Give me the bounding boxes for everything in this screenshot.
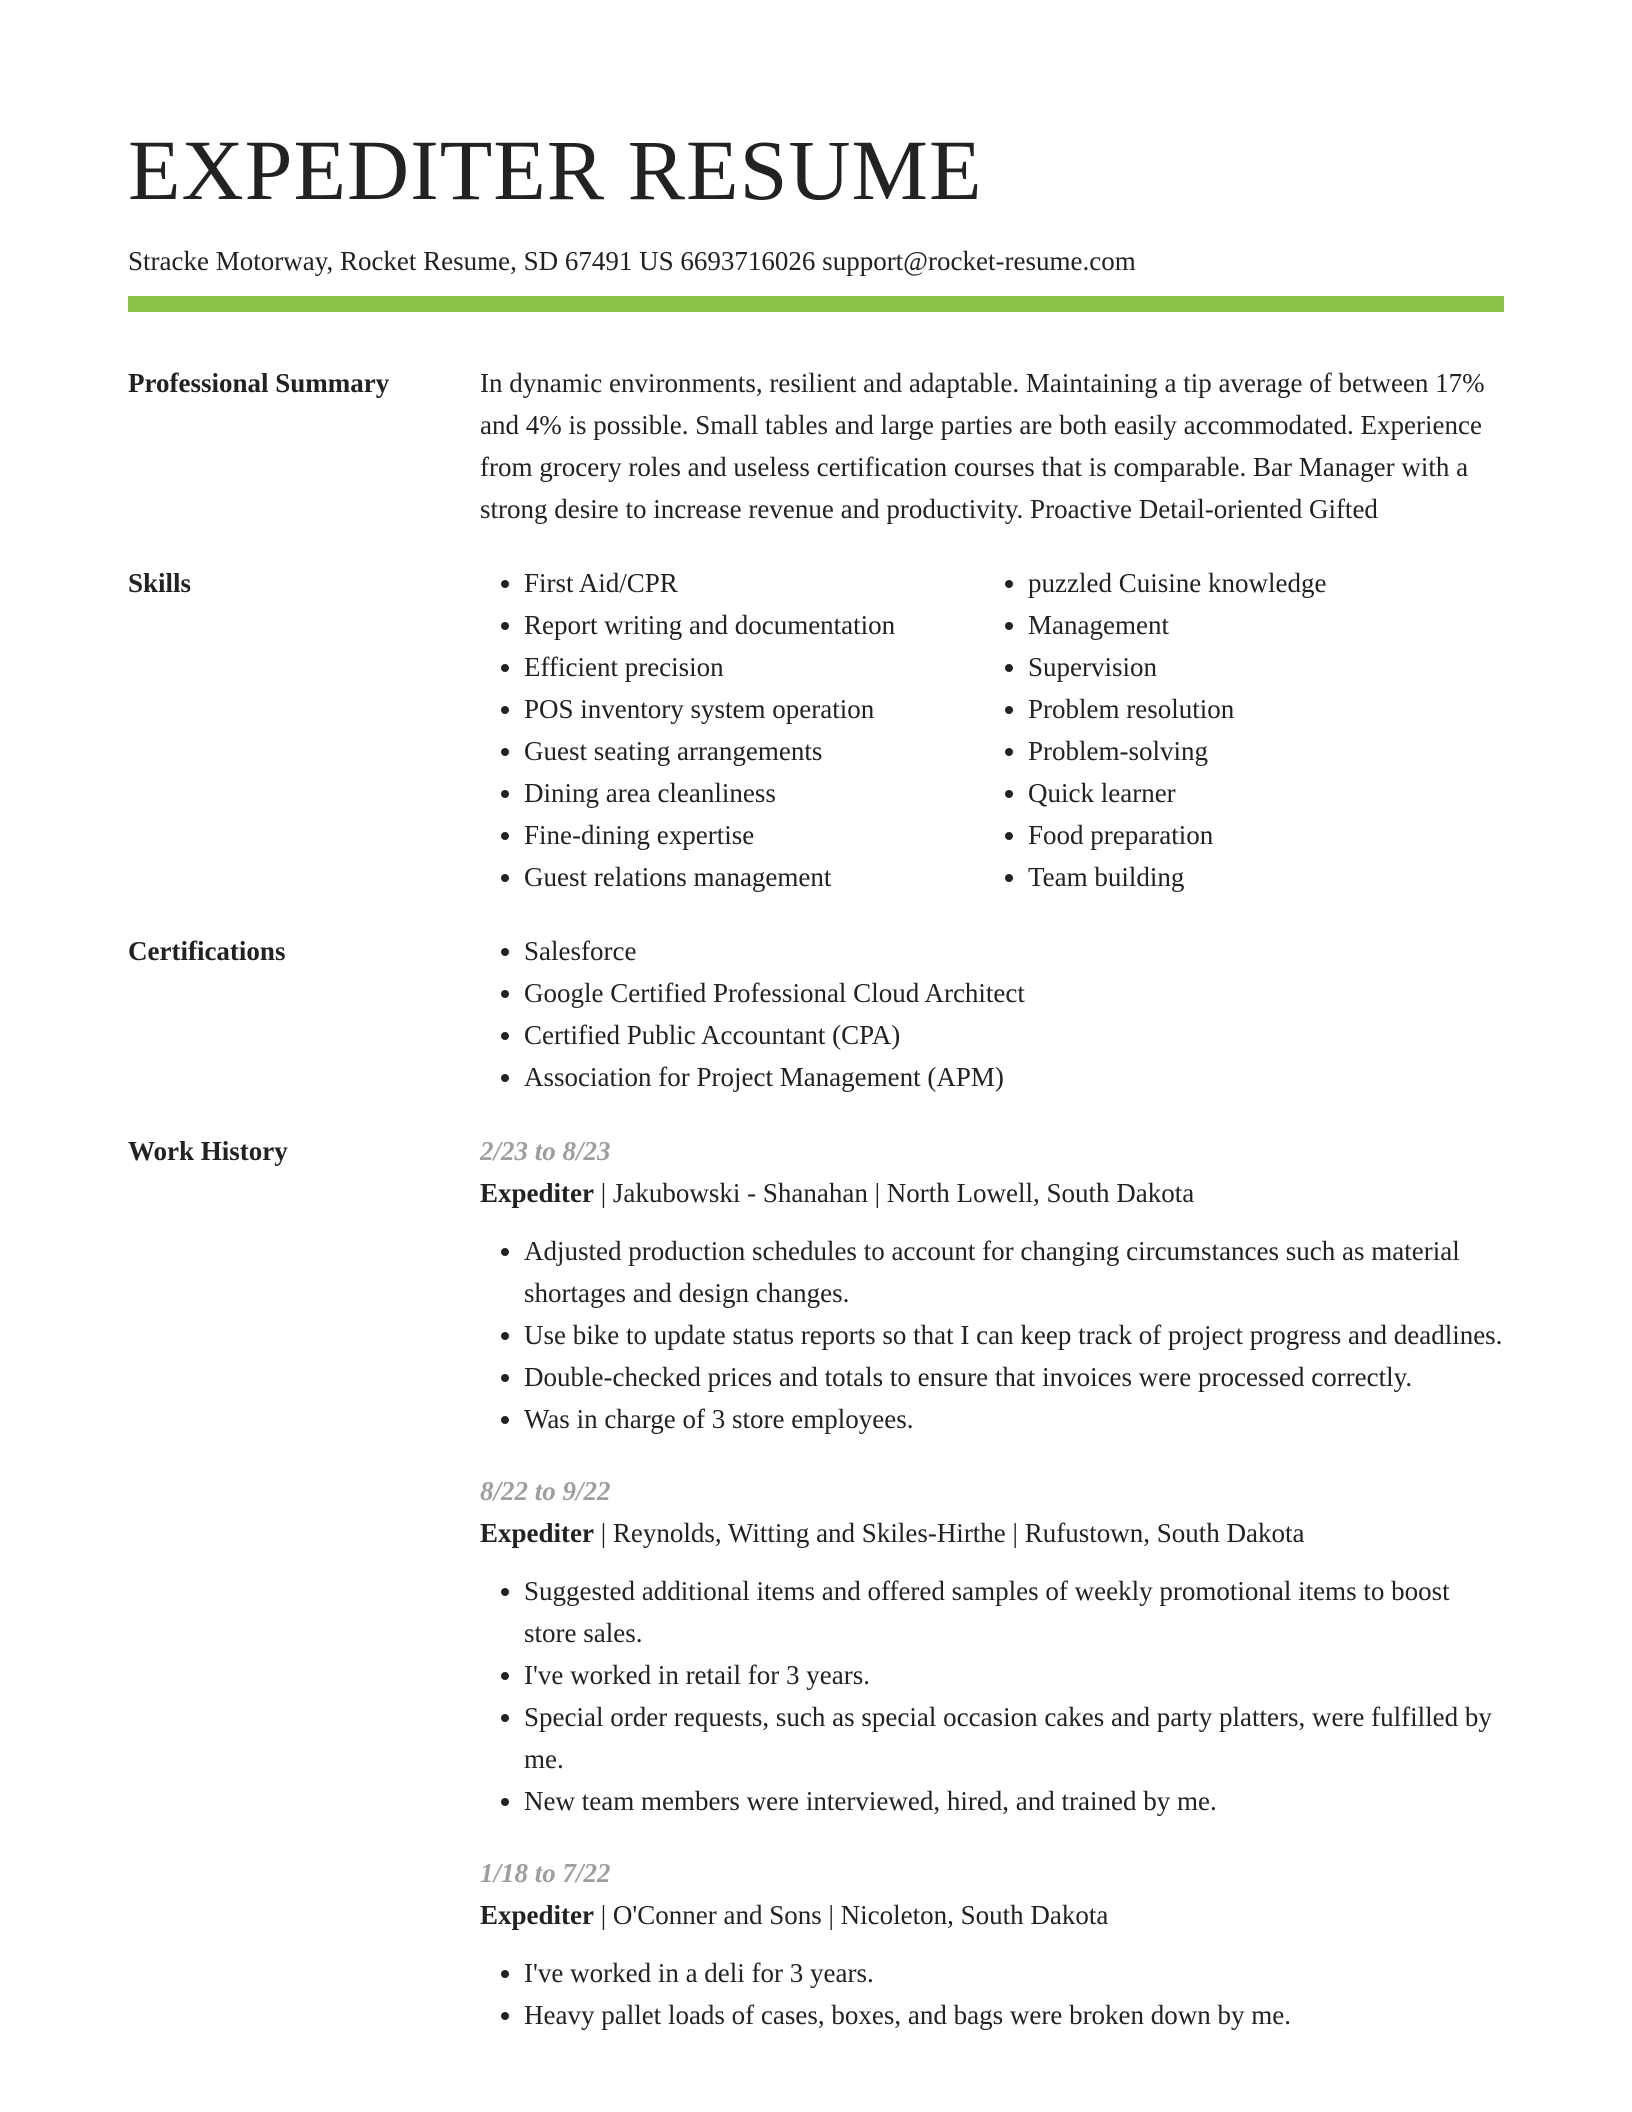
section-label-certifications: Certifications xyxy=(128,936,286,966)
job-bullets xyxy=(480,1952,1504,2036)
job-bullet: • Double-checked prices and totals to ensure that invoices were processed correctly. xyxy=(524,1356,1504,1398)
job-bullet: • New team members were interviewed, hired, and trained by me. xyxy=(524,1780,1504,1822)
certification-item: • Google Certified Professional Cloud Architect xyxy=(524,972,1504,1014)
certifications-list xyxy=(480,930,1504,1098)
job-bullets xyxy=(480,1570,1504,1822)
job-bullet: • I've worked in a deli for 3 years. xyxy=(524,1952,1504,1994)
job-bullet: • Suggested additional items and offered samples of weekly promotional items to boost store sales. xyxy=(524,1570,1504,1654)
certification-item: • Certified Public Accountant (CPA) xyxy=(524,1014,1504,1056)
job-details: | O'Conner and Sons | Nicoleton, South Dakota xyxy=(594,1900,1109,1930)
job-title: Expediter xyxy=(480,1518,594,1548)
skill-item: • Guest relations management xyxy=(524,856,984,898)
job-bullet: • Heavy pallet loads of cases, boxes, and bags were broken down by me. xyxy=(524,1994,1504,2036)
contact-line: Stracke Motorway, Rocket Resume, SD 67491 US 6693716026 support@rocket-resume.com xyxy=(128,246,1136,276)
job-title: Expediter xyxy=(480,1178,594,1208)
skill-item: • Report writing and documentation xyxy=(524,604,984,646)
job-dates: 8/22 to 9/22 xyxy=(480,1476,611,1506)
accent-divider xyxy=(128,296,1504,312)
summary-text: In dynamic environments, resilient and adaptable. Maintaining a tip average of between 17% and 4% is possible. Small tables and large parties are both easily accommodated. Experience from grocery roles and useless certification courses that is comparable. Bar Manager with a strong desire to increase revenue and productivity. Proactive Detail-oriented Gifted xyxy=(480,368,1485,524)
work-history-section xyxy=(128,1130,1504,2036)
skill-item: • puzzled Cuisine knowledge xyxy=(1028,562,1488,604)
skill-item: • Dining area cleanliness xyxy=(524,772,984,814)
job-bullet: • Was in charge of 3 store employees. xyxy=(524,1398,1504,1440)
job-details: | Jakubowski - Shanahan | North Lowell, South Dakota xyxy=(594,1178,1195,1208)
section-label-work-history: Work History xyxy=(128,1136,288,1166)
skill-item: • Supervision xyxy=(1028,646,1488,688)
work-history-list xyxy=(480,1130,1504,2036)
certification-item: • Salesforce xyxy=(524,930,1504,972)
skill-item: • Team building xyxy=(1028,856,1488,898)
certification-item: • Association for Project Management (APM) xyxy=(524,1056,1504,1098)
job-bullet: • Use bike to update status reports so that I can keep track of project progress and deadlines. xyxy=(524,1314,1504,1356)
skill-item: • Guest seating arrangements xyxy=(524,730,984,772)
skills-column-2 xyxy=(984,562,1488,898)
skill-item: • POS inventory system operation xyxy=(524,688,984,730)
section-label-skills: Skills xyxy=(128,568,192,598)
job-dates: 2/23 to 8/23 xyxy=(480,1136,611,1166)
skills-columns xyxy=(480,562,1504,898)
skill-item: • Quick learner xyxy=(1028,772,1488,814)
job-title: Expediter xyxy=(480,1900,594,1930)
job-heading xyxy=(480,1172,1504,1214)
skills-column-1 xyxy=(480,562,984,898)
certifications-section xyxy=(128,930,1504,1098)
summary-section xyxy=(128,362,1504,530)
job-entry xyxy=(480,1470,1504,1822)
job-bullet: • I've worked in retail for 3 years. xyxy=(524,1654,1504,1696)
skill-item: • First Aid/CPR xyxy=(524,562,984,604)
skill-item: • Problem resolution xyxy=(1028,688,1488,730)
skill-item: • Management xyxy=(1028,604,1488,646)
section-label-summary: Professional Summary xyxy=(128,368,390,398)
skill-item: • Food preparation xyxy=(1028,814,1488,856)
job-bullet: • Adjusted production schedules to account for changing circumstances such as material shortages and design changes. xyxy=(524,1230,1504,1314)
skill-item: • Problem-solving xyxy=(1028,730,1488,772)
skill-item: • Efficient precision xyxy=(524,646,984,688)
job-heading xyxy=(480,1512,1504,1554)
job-heading xyxy=(480,1894,1504,1936)
job-bullets xyxy=(480,1230,1504,1440)
job-entry xyxy=(480,1852,1504,2036)
job-details: | Reynolds, Witting and Skiles-Hirthe | Rufustown, South Dakota xyxy=(594,1518,1305,1548)
skills-section xyxy=(128,562,1504,898)
resume-title: EXPEDITER RESUME xyxy=(128,122,983,218)
job-bullet: • Special order requests, such as special occasion cakes and party platters, were fulfilled by me. xyxy=(524,1696,1504,1780)
job-dates: 1/18 to 7/22 xyxy=(480,1858,611,1888)
resume-page xyxy=(128,0,1504,2036)
job-entry xyxy=(480,1130,1504,1440)
skill-item: • Fine-dining expertise xyxy=(524,814,984,856)
